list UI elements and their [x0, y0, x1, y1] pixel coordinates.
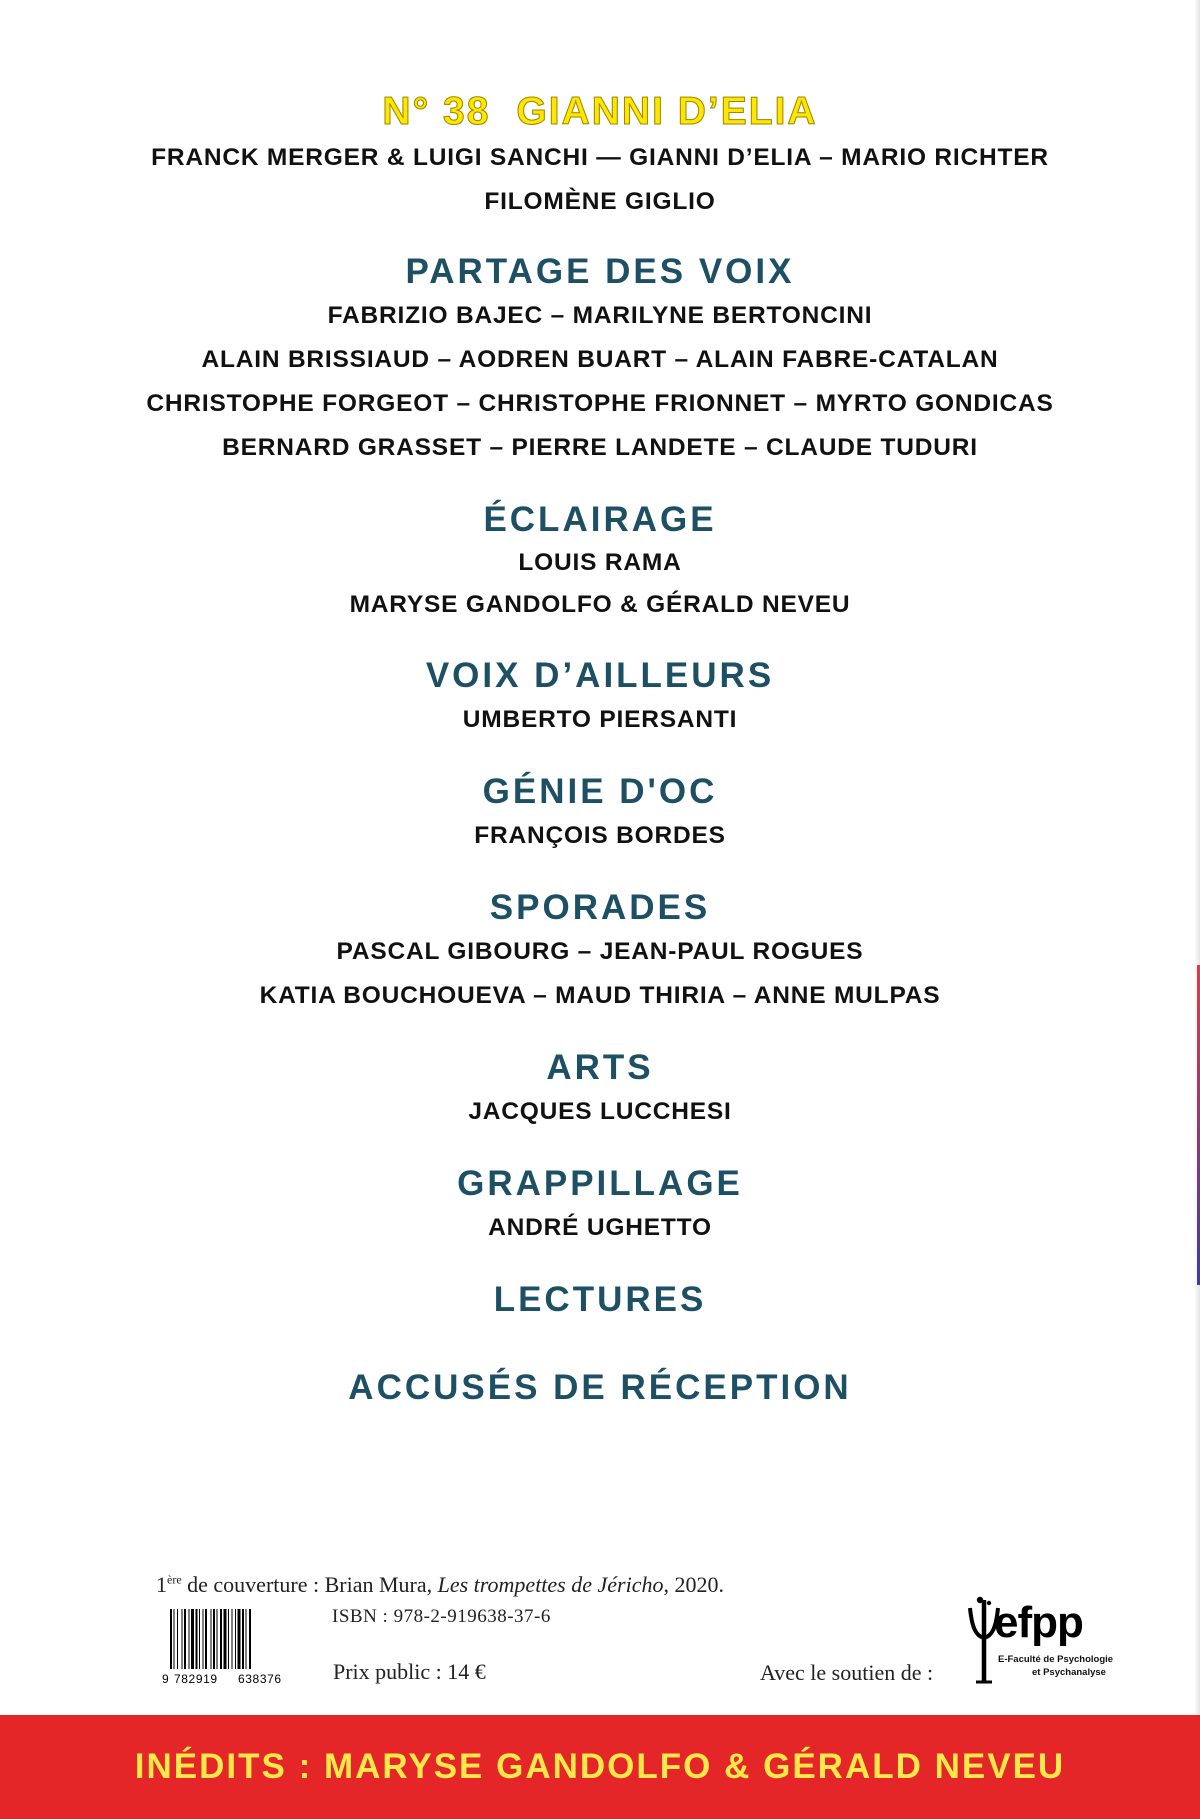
barcode-digits-left: 782919 [174, 1672, 218, 1685]
section-title: ACCUSÉS DE RÉCEPTION [348, 1368, 852, 1407]
credit-prefix: de couverture : Brian Mura, [181, 1572, 438, 1597]
logo-tagline: et Psychanalyse [1032, 1667, 1106, 1678]
author-line: PASCAL GIBOURG – JEAN-PAUL ROGUES [336, 938, 864, 965]
barcode-bar [199, 1609, 200, 1669]
section-eclairage [0, 498, 1200, 626]
author-line: ALAIN BRISSIAUD – AODREN BUART – ALAIN FABRE-CATALAN [201, 346, 999, 373]
section-title: ÉCLAIRAGE [483, 500, 717, 539]
author-line: KATIA BOUCHOUEVA – MAUD THIRIA – ANNE MULPAS [259, 982, 941, 1009]
section-title: GÉNIE D'OC [482, 772, 718, 811]
credit-ordinal-suffix: ère [167, 1572, 182, 1587]
support-label: Avec le soutien de : [760, 1660, 934, 1685]
banner-text: INÉDITS : MARYSE GANDOLFO & GÉRALD NEVEU [134, 1747, 1066, 1786]
logo-tagline: E-Faculté de Psychologie [998, 1654, 1114, 1665]
section-accuses-de-reception [0, 1366, 1200, 1410]
bottom-banner [0, 1715, 1200, 1819]
credit-ordinal: 1 [156, 1572, 167, 1597]
author-line: BERNARD GRASSET – PIERRE LANDETE – CLAUDE TUDURI [222, 434, 978, 461]
author-line: JACQUES LUCCHESI [468, 1098, 732, 1125]
barcode-bar [213, 1609, 215, 1669]
section-grappillage [0, 1162, 1200, 1250]
barcode-bar [189, 1609, 190, 1669]
section-sporades [0, 886, 1200, 1018]
barcode-bar [184, 1609, 186, 1669]
dossier-line: FRANCK MERGER & LUIGI SANCHI — GIANNI D’ELIA – MARIO RICHTER [151, 144, 1049, 171]
section-voix-d-ailleurs [0, 654, 1200, 742]
issue-theme: GIANNI D’ELIA [516, 90, 818, 133]
barcode-bar [174, 1609, 175, 1669]
cover-credit [156, 1572, 724, 1598]
logo-wordmark: efpp [994, 1598, 1083, 1647]
author-line: FABRIZIO BAJEC – MARILYNE BERTONCINI [327, 302, 873, 329]
barcode-bar [191, 1609, 194, 1669]
barcode-icon [162, 1609, 306, 1685]
section-title: PARTAGE DES VOIX [405, 252, 795, 291]
barcode-bar [246, 1609, 247, 1669]
section-title: ARTS [546, 1048, 654, 1087]
barcode-digits-right: 638376 [238, 1672, 282, 1685]
credit-work-title: Les trompettes de Jéricho [437, 1572, 664, 1597]
credit-suffix: , 2020. [663, 1572, 724, 1597]
author-line: UMBERTO PIERSANTI [462, 706, 738, 733]
barcode-bar [220, 1609, 222, 1669]
section-genie-d-oc [0, 770, 1200, 858]
efpp-logo [966, 1594, 1116, 1692]
barcode-digit-lead: 9 [162, 1672, 169, 1685]
isbn: ISBN : 978-2-919638-37-6 [332, 1606, 551, 1627]
section-partage-des-voix [0, 250, 1200, 470]
table-of-contents [0, 88, 1200, 1438]
barcode-bar [182, 1609, 183, 1669]
barcode-bar [205, 1609, 207, 1669]
barcode-bar [224, 1609, 227, 1669]
author-line: MARYSE GANDOLFO & GÉRALD NEVEU [349, 591, 851, 618]
dossier-line: FILOMÈNE GIGLIO [484, 188, 716, 215]
section-arts [0, 1046, 1200, 1134]
author-line: FRANÇOIS BORDES [474, 822, 726, 849]
section-title: GRAPPILLAGE [457, 1164, 743, 1203]
barcode-bar [170, 1609, 172, 1669]
barcode-bar [196, 1609, 198, 1669]
barcode-bar [235, 1609, 236, 1669]
barcode-bar [211, 1609, 212, 1669]
section-lectures [0, 1278, 1200, 1322]
section-title: SPORADES [489, 888, 711, 927]
barcode-bar [217, 1609, 218, 1669]
barcode-bar [238, 1609, 241, 1669]
barcode-bar [242, 1609, 244, 1669]
barcode-bar [203, 1609, 204, 1669]
author-line: CHRISTOPHE FORGEOT – CHRISTOPHE FRIONNET – MYRTO GONDICAS [146, 390, 1054, 417]
issue-number: N° 38 [382, 90, 491, 133]
barcode-bar [249, 1609, 251, 1669]
section-title: VOIX D’AILLEURS [425, 656, 775, 695]
barcode-bar [232, 1609, 233, 1669]
dossier-section [0, 88, 1200, 224]
section-title: LECTURES [493, 1280, 707, 1319]
barcode-bar [228, 1609, 229, 1669]
author-line: LOUIS RAMA [518, 549, 682, 576]
barcode-bar [177, 1609, 178, 1669]
issue-title [0, 88, 1200, 136]
author-line: ANDRÉ UGHETTO [488, 1214, 712, 1241]
public-price: Prix public : 14 € [333, 1659, 486, 1684]
